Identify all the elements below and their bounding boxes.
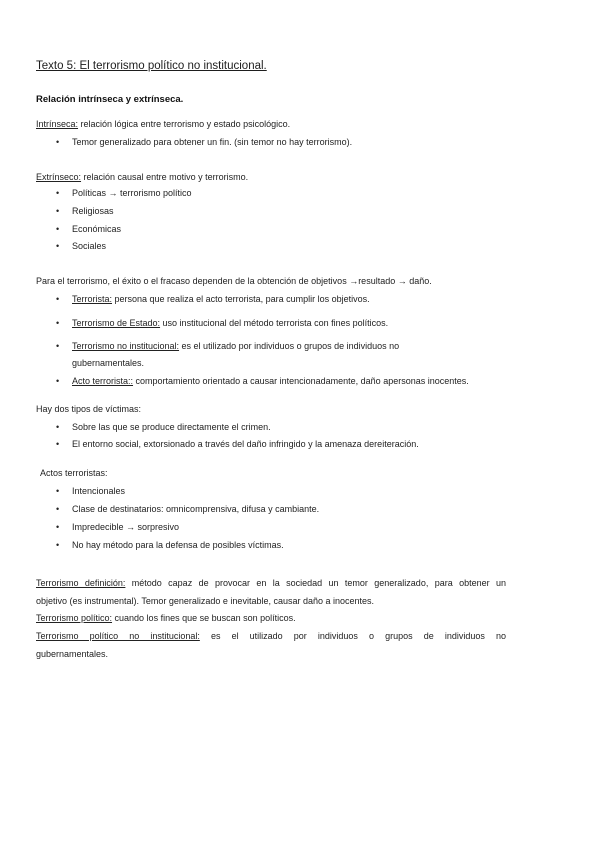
- list-item-text: [72, 340, 399, 352]
- extrinseco-term: Extrínseco:: [36, 172, 82, 182]
- bullet-icon: •: [56, 376, 60, 386]
- definition-no-institucional: [36, 630, 506, 642]
- term: Terrorismo político no institucional:: [36, 631, 200, 641]
- desc: uso institucional del método terrorista con fines políticos.: [160, 318, 389, 328]
- intrinseca-line: [36, 118, 290, 130]
- definition-terrorismo: [36, 577, 506, 589]
- term: Terrorismo de Estado:: [72, 318, 161, 328]
- bullet-icon: •: [56, 294, 60, 304]
- term: Acto terrorista::: [72, 376, 134, 386]
- bullet-icon: •: [56, 188, 60, 198]
- bullet-icon: •: [56, 486, 60, 496]
- list-item-text: Políticas → terrorismo político: [72, 188, 192, 198]
- bullet-icon: •: [56, 224, 60, 234]
- desc: es el utilizado por individuos o grupos de individuos no: [199, 631, 506, 641]
- definition-terrorismo-continuation: objetivo (es instrumental). Temor generalizado e inevitable, causar daño a inocentes.: [36, 596, 375, 606]
- term: Terrorismo no institucional:: [72, 341, 180, 351]
- term: Terrorista:: [72, 294, 113, 304]
- list-item-text: Temor generalizado para obtener un fin. (sin temor no hay terrorismo).: [72, 137, 353, 147]
- list-item-text: El entorno social, extorsionado a través del daño infringido y la amenaza dereiteración.: [72, 439, 419, 449]
- bullet-icon: •: [56, 439, 60, 449]
- list-item-text: Sociales: [72, 241, 107, 251]
- bullet-icon: •: [56, 318, 60, 328]
- section-heading: Relación intrínseca y extrínseca.: [36, 94, 184, 105]
- extrinseco-line: [36, 171, 248, 183]
- list-item-text: Económicas: [72, 224, 122, 234]
- victimas-text: Hay dos tipos de víctimas:: [36, 404, 142, 414]
- bullet-icon: •: [56, 241, 60, 251]
- bullet-icon: •: [56, 137, 60, 147]
- list-item-text: [72, 317, 388, 329]
- bullet-icon: •: [56, 422, 60, 432]
- desc: método capaz de provocar en la sociedad un temor generalizado, para obtener un: [125, 578, 506, 588]
- list-item-text: Religiosas: [72, 206, 114, 216]
- list-item-text: Impredecible → sorpresivo: [72, 522, 180, 532]
- term: Terrorismo político:: [36, 613, 113, 623]
- intrinseca-desc: relación lógica entre terrorismo y estado psicológico.: [78, 119, 291, 129]
- document-title: Texto 5: El terrorismo político no institucional.: [36, 60, 267, 72]
- list-item-text: Intencionales: [72, 486, 126, 496]
- desc: es el utilizado por individuos o grupos de individuos no: [179, 341, 400, 351]
- extrinseco-desc: relación causal entre motivo y terrorismo.: [81, 172, 249, 182]
- exito-text: Para el terrorismo, el éxito o el fracaso dependen de la obtención de objetivos →resultado → daño.: [36, 276, 432, 286]
- definition-politico: [36, 612, 296, 624]
- desc: cuando los fines que se buscan son políticos.: [112, 613, 296, 623]
- desc: comportamiento orientado a causar intencionadamente, daño apersonas inocentes.: [133, 376, 469, 386]
- definition-no-institucional-continuation: gubernamentales.: [36, 649, 109, 659]
- list-item-continuation: gubernamentales.: [72, 358, 145, 368]
- intrinseca-term: Intrínseca:: [36, 119, 79, 129]
- desc: persona que realiza el acto terrorista, para cumplir los objetivos.: [112, 294, 370, 304]
- bullet-icon: •: [56, 540, 60, 550]
- list-item-text: No hay método para la defensa de posibles víctimas.: [72, 540, 284, 550]
- actos-text: Actos terroristas:: [40, 468, 108, 478]
- list-item-text: [72, 293, 370, 305]
- bullet-icon: •: [56, 341, 60, 351]
- list-item-text: Sobre las que se produce directamente el crimen.: [72, 422, 271, 432]
- term: Terrorismo definición:: [36, 578, 126, 588]
- bullet-icon: •: [56, 522, 60, 532]
- bullet-icon: •: [56, 504, 60, 514]
- list-item-text: Clase de destinatarios: omnicomprensiva, difusa y cambiante.: [72, 504, 320, 514]
- bullet-icon: •: [56, 206, 60, 216]
- list-item-text: [72, 375, 469, 387]
